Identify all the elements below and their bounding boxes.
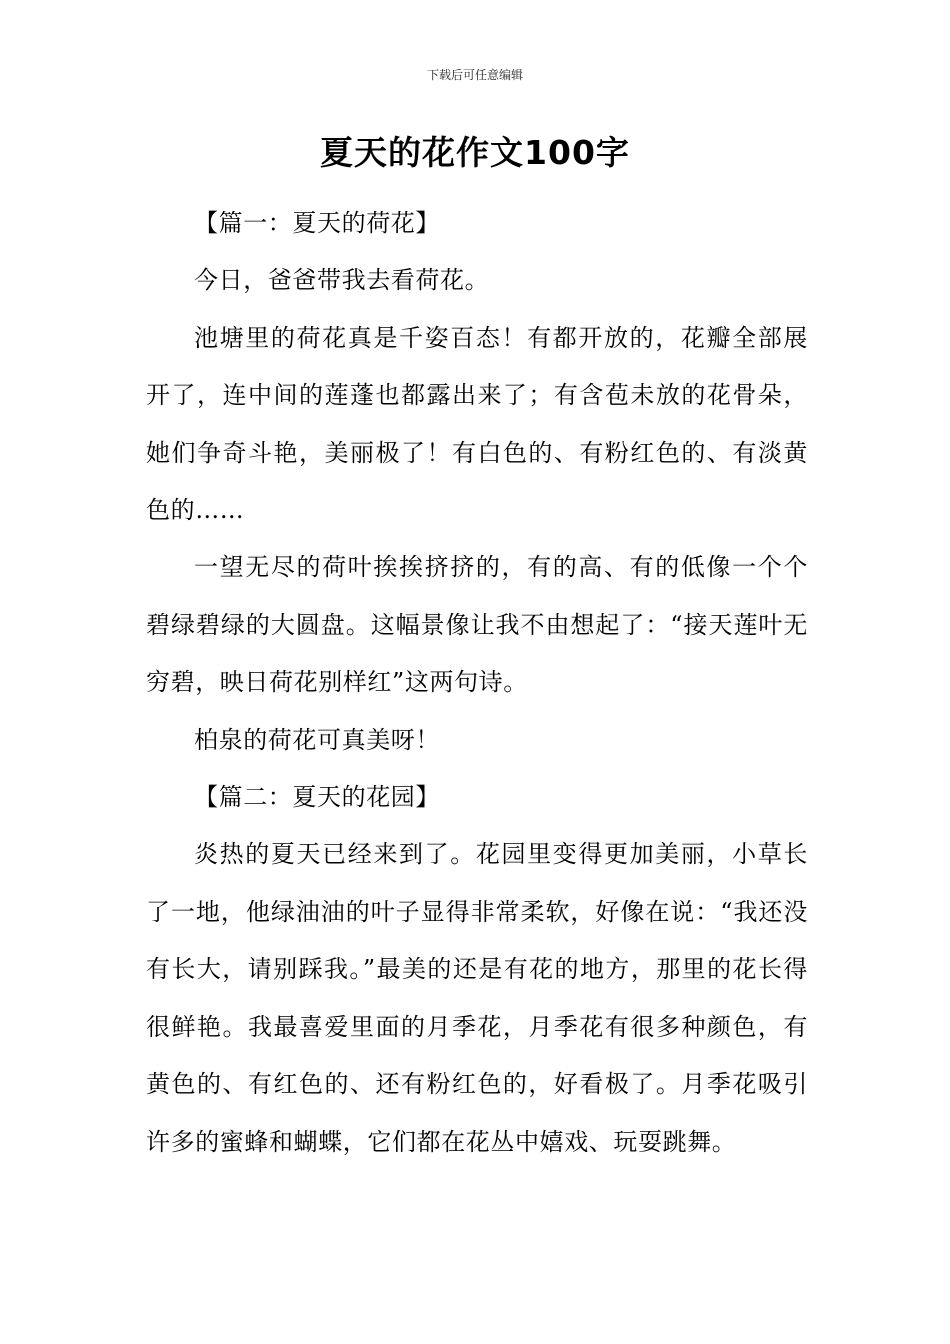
paragraph: 一望无尽的荷叶挨挨挤挤的，有的高、有的低像一个个碧绿碧绿的大圆盘。这幅景像让我不由想起了：“接天莲叶无穷碧，映日荷花别样红”这两句诗。 <box>146 553 808 697</box>
section-heading-2: 【篇二：夏天的花园】 <box>194 783 440 812</box>
paragraph: 炎热的夏天已经来到了。花园里变得更加美丽，小草长了一地，他绿油油的叶子显得非常柔软，好像在说：“我还没有长大，请别踩我。”最美的还是有花的地方，那里的花长得很鲜艳。我最喜爱里面的月季花，月季花有很多种颜色，有黄色的、有红色的、还有粉红色的，好看极了。月季花吸引许多的蜜蜂和蝴蝶，它们都在花丛中嬉戏、玩耍跳舞。 <box>146 840 808 1156</box>
section-heading-1: 【篇一：夏天的荷花】 <box>194 209 440 237</box>
page-title: 夏天的花作文100字 <box>320 133 630 172</box>
paragraph: 柏泉的荷花可真美呀！ <box>194 725 440 754</box>
document-body <box>146 195 808 1171</box>
paragraph: 今日，爸爸带我去看荷花。 <box>194 266 490 295</box>
paragraph: 池塘里的荷花真是千姿百态！有都开放的，花瓣全部展开了，连中间的莲蓬也都露出来了；有含苞未放的花骨朵，她们争奇斗艳，美丽极了！有白色的、有粉红色的、有淡黄色的…… <box>146 323 808 525</box>
header-note: 下载后可任意编辑 <box>426 68 523 82</box>
